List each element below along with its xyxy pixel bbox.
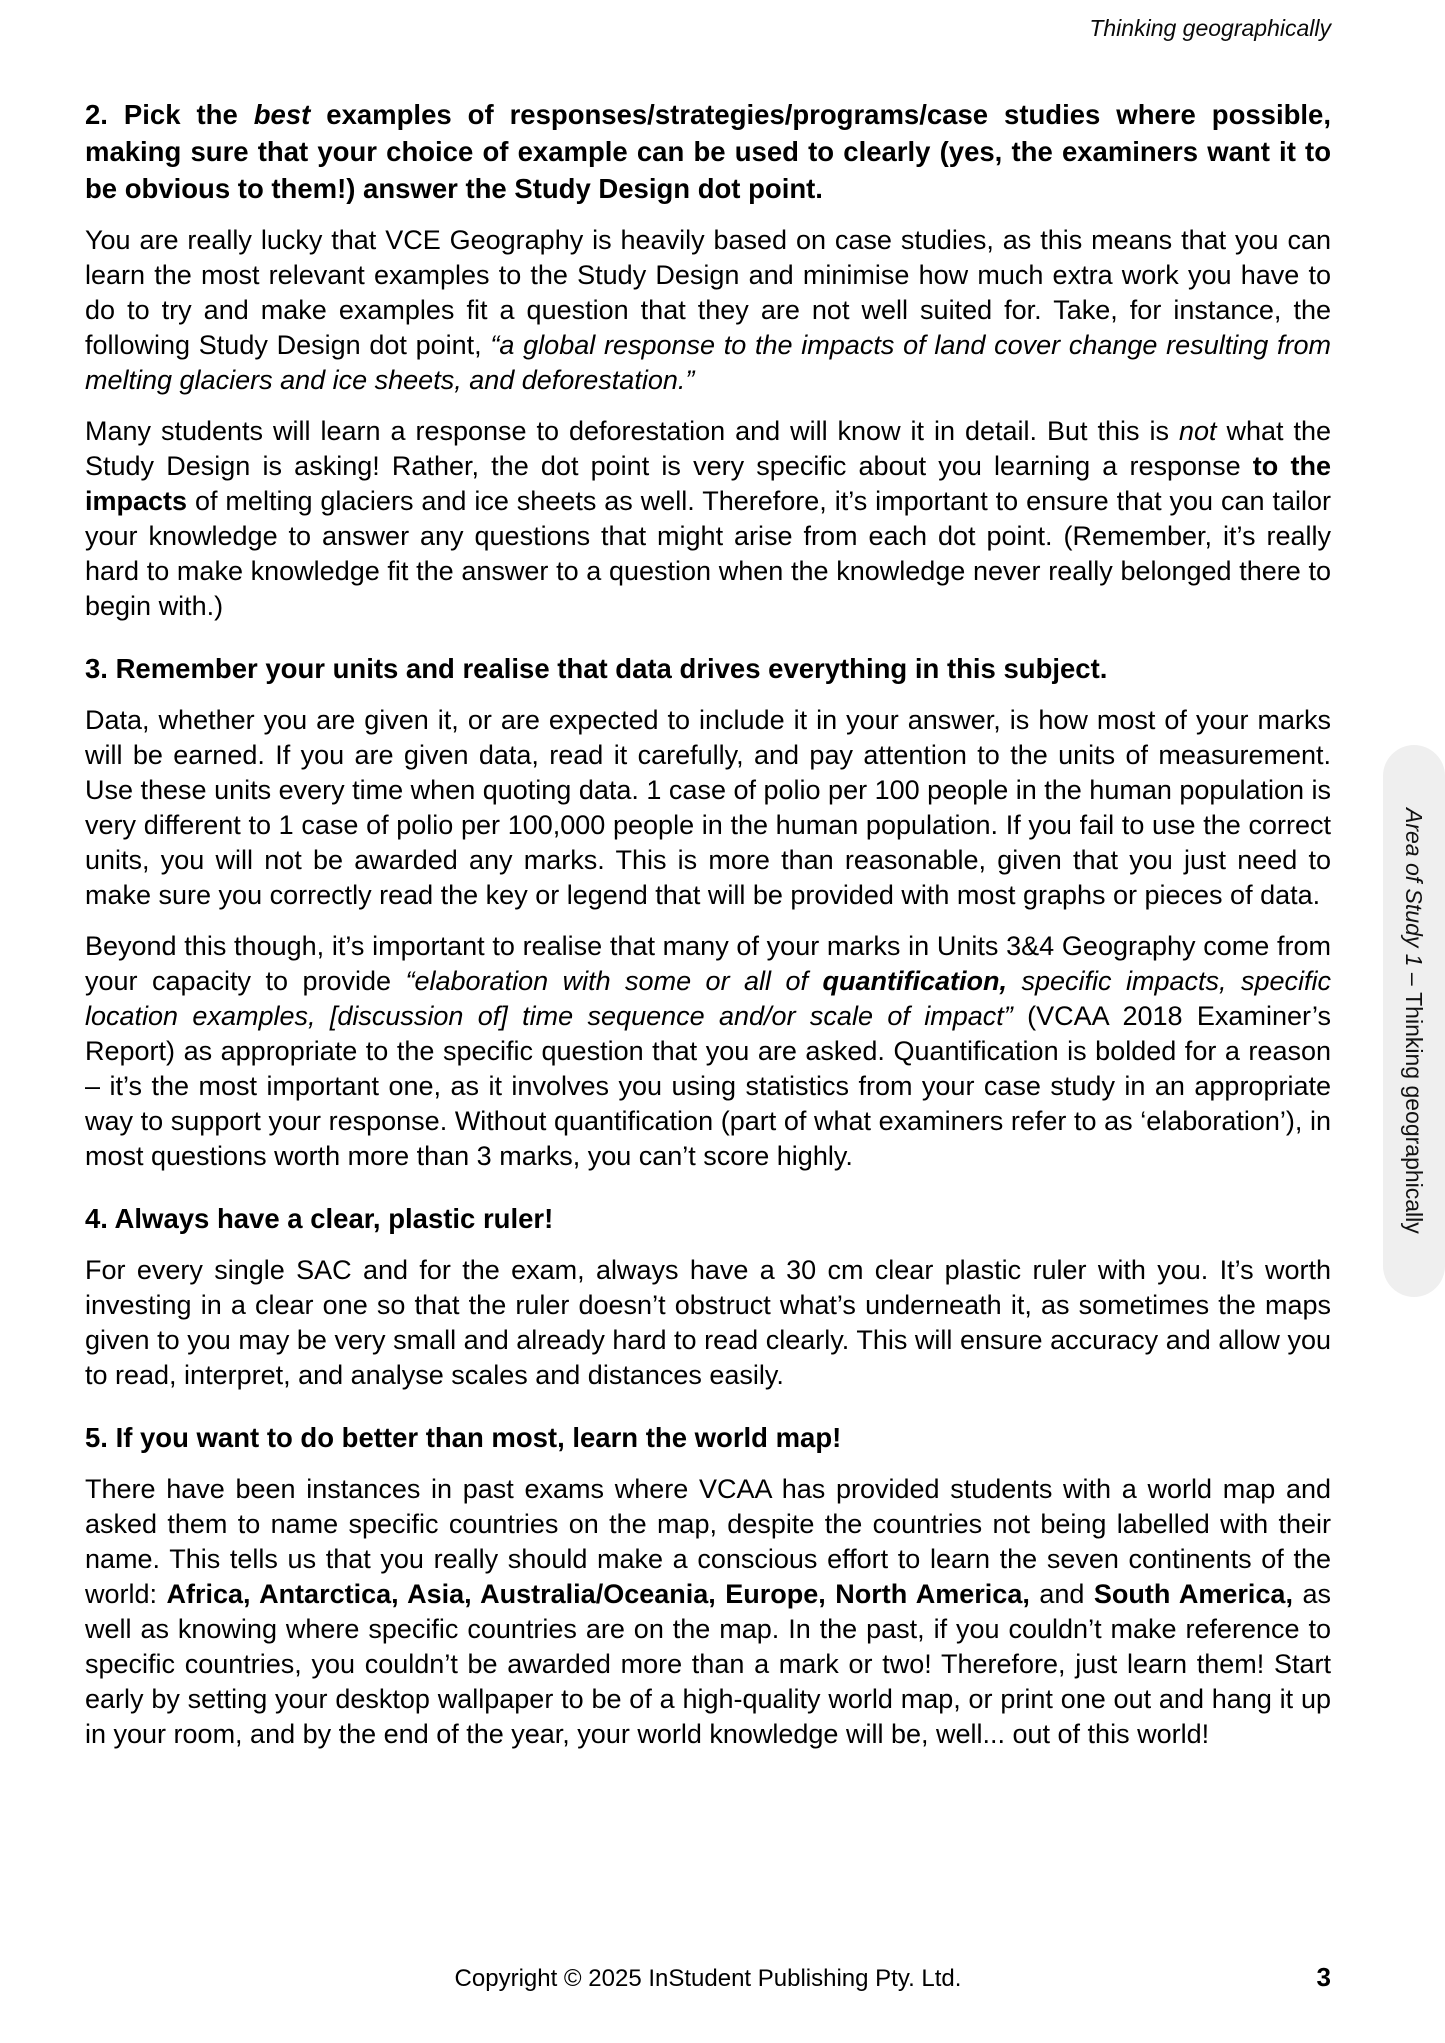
text-run: what the Study Design is asking! Rather, the dot point is very specific about you learning a response bbox=[85, 416, 1331, 481]
heading-plastic-ruler bbox=[85, 1200, 1331, 1237]
side-tab-separator: – bbox=[1401, 966, 1427, 993]
text-run: to the impacts bbox=[85, 451, 1331, 516]
text-run: best bbox=[253, 99, 311, 130]
side-tab-label-area-of-study: Area of Study 1 bbox=[1401, 808, 1427, 967]
text-run: quantification, bbox=[822, 966, 1007, 996]
heading-remember-units bbox=[85, 650, 1331, 687]
text-run: Data, whether you are given it, or are expected to include it in your answer, is how most of your marks will be earned. If you are given data, read it carefully, and pay attention to the units of measurement. Use these units every time when quoting data. 1 case of polio per 100 people in the human population is very different to 1 case of polio per 100,000 people in the human population. If you fail to use the correct units, you will not be awarded any marks. This is more than reasonable, given that you just need to make sure you correctly read the key or legend that will be provided with most graphs or pieces of data. bbox=[85, 705, 1331, 910]
text-run: Africa, Antarctica, Asia, Australia/Oceania, Europe, North America, bbox=[166, 1579, 1030, 1609]
heading-world-map bbox=[85, 1419, 1331, 1456]
running-header: Thinking geographically bbox=[1089, 15, 1331, 41]
page-number: 3 bbox=[1316, 1962, 1331, 1992]
text-run: specific impacts, specific location examples, [discussion of] time sequence and/or scale of impact” bbox=[85, 966, 1331, 1031]
text-run: 3. Remember your units and realise that data drives everything in this subject. bbox=[85, 653, 1108, 684]
text-run: examples of responses/strategies/programs/case studies where possible, making sure that your choice of example can be used to clearly (yes, the examiners want it to be obvious to them!) answer the Study Design dot point. bbox=[85, 99, 1331, 204]
text-run: Beyond this though, it’s important to realise that many of your marks in Units 3&4 Geography come from your capacity to provide bbox=[85, 931, 1331, 996]
paragraph-ruler bbox=[85, 1253, 1331, 1393]
heading-pick-best-examples bbox=[85, 96, 1331, 207]
paragraph-world-map bbox=[85, 1472, 1331, 1752]
text-run: 2. Pick the bbox=[85, 99, 254, 130]
text-run: “a global response to the impacts of land cover change resulting from melting glaciers and ice sheets, and deforestation.” bbox=[85, 330, 1331, 395]
text-run: not bbox=[1178, 416, 1217, 446]
text-run: South America, bbox=[1093, 1579, 1293, 1609]
text-run: 5. If you want to do better than most, learn the world map! bbox=[85, 1422, 842, 1453]
text-run: and bbox=[1029, 1579, 1094, 1609]
paragraph-many-students bbox=[85, 414, 1331, 624]
text-run: of melting glaciers and ice sheets as well. Therefore, it’s important to ensure that you can tailor your knowledge to answer any questions that might arise from each dot point. (Remember, it’s really hard to make knowledge fit the answer to a question when the knowledge never really belonged there to begin with.) bbox=[85, 486, 1331, 621]
text-run: You are really lucky that VCE Geography is heavily based on case studies, as this means that you can learn the most relevant examples to the Study Design and minimise how much extra work you have to do to try and make examples fit a question that they are not well suited for. Take, for instance, the following Study Design dot point, bbox=[85, 225, 1331, 360]
paragraph-case-studies bbox=[85, 223, 1331, 398]
text-run: There have been instances in past exams where VCAA has provided students with a world map and asked them to name specific countries on the map, despite the countries not being labelled with their name. This tells us that you really should make a conscious effort to learn the seven continents of the world: bbox=[85, 1474, 1331, 1609]
side-tab-area-of-study bbox=[1383, 745, 1445, 1297]
text-run: (VCAA 2018 Examiner’s Report) as appropriate to the specific question that you are asked. Quantification is bolded for a reason – it’s the most important one, as it involves you using statistics from your case study in an appropriate way to support your response. Without quantification (part of what examiners refer to as ‘elaboration’), in most questions worth more than 3 marks, you can’t score highly. bbox=[85, 1001, 1331, 1171]
side-tab-label-topic: Thinking geographically bbox=[1401, 992, 1427, 1234]
paragraph-quantification bbox=[85, 929, 1331, 1174]
page-footer bbox=[85, 1962, 1331, 1993]
copyright-notice: Copyright © 2025 InStudent Publishing Pty. Ltd. bbox=[454, 1965, 962, 1992]
text-column bbox=[85, 0, 1331, 1768]
text-run: 4. Always have a clear, plastic ruler! bbox=[85, 1203, 554, 1234]
text-run: as well as knowing where specific countries are on the map. In the past, if you couldn’t make reference to specific countries, you couldn’t be awarded more than a mark or two! Therefore, just learn them! Start early by setting your desktop wallpaper to be of a high-quality world map, or print one out and hang it up in your room, and by the end of the year, your world knowledge will be, well... out of this world! bbox=[85, 1579, 1331, 1749]
text-run: “elaboration with some or all of bbox=[405, 966, 823, 996]
paragraph-data-marks bbox=[85, 703, 1331, 913]
text-run: Many students will learn a response to deforestation and will know it in detail. But this is bbox=[85, 416, 1179, 446]
text-run: For every single SAC and for the exam, always have a 30 cm clear plastic ruler with you. It’s worth investing in a clear one so that the ruler doesn’t obstruct what’s underneath it, as sometimes the maps given to you may be very small and already hard to read clearly. This will ensure accuracy and allow you to read, interpret, and analyse scales and distances easily. bbox=[85, 1255, 1331, 1390]
